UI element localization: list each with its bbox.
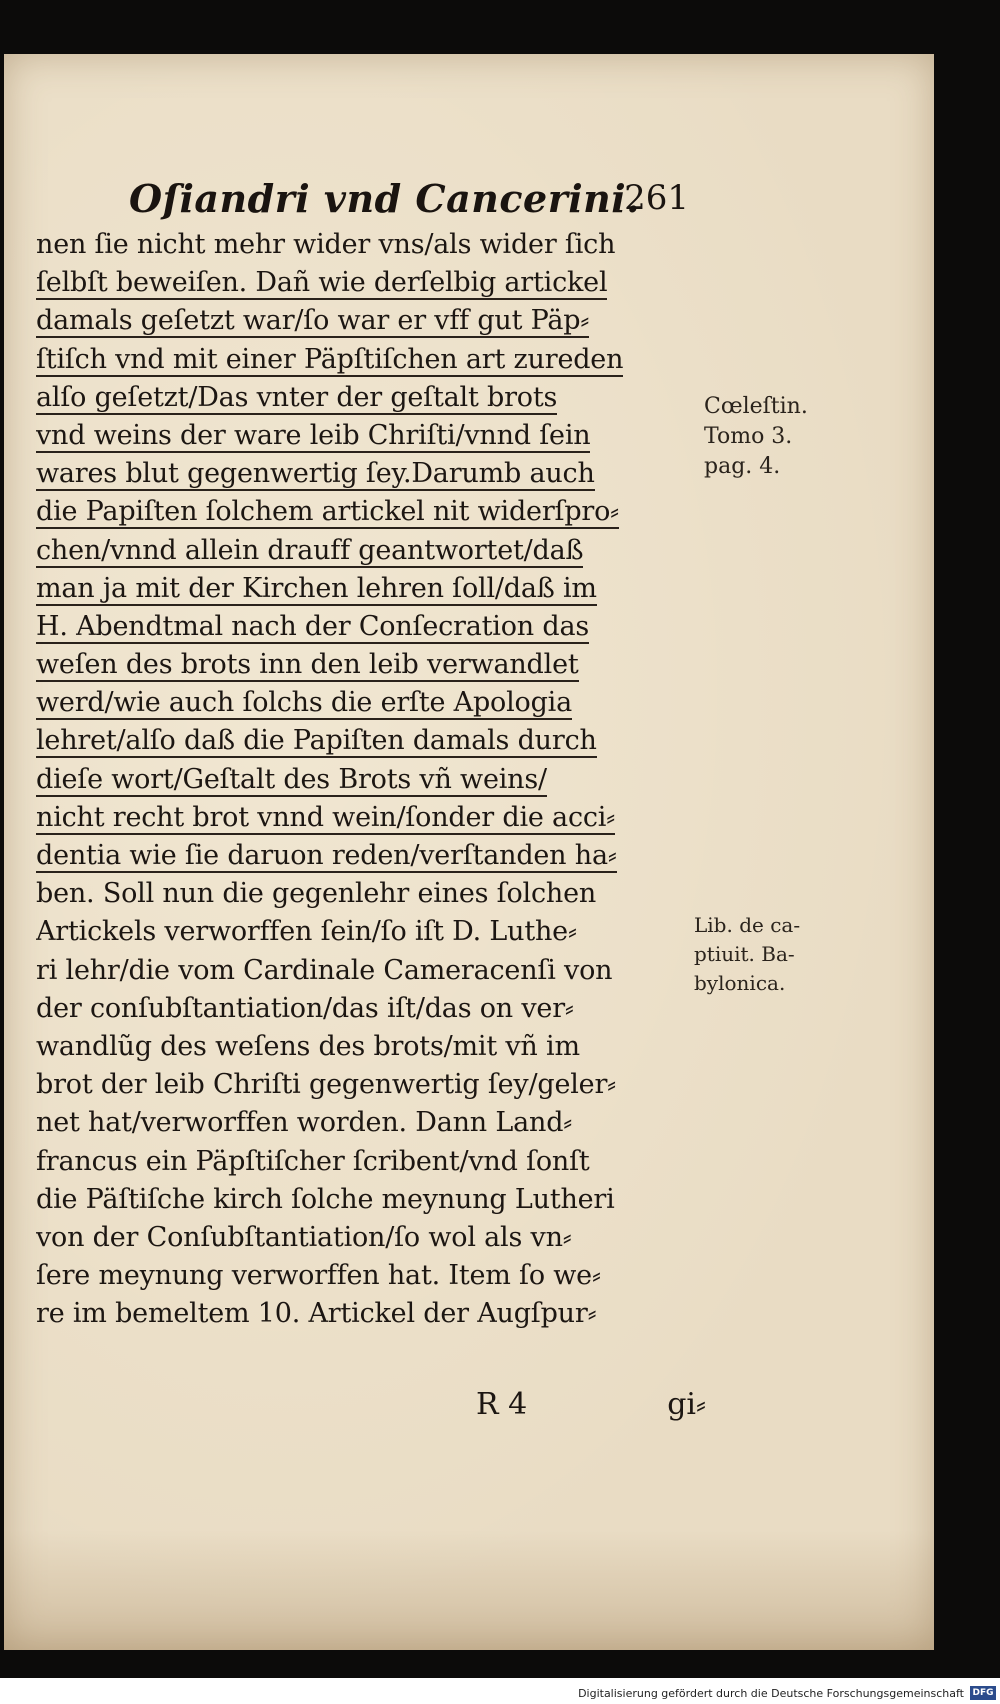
text-line-content: Artickels verworffen ſein/ſo iſt D. Luthe⸗ [36, 916, 577, 948]
text-line [36, 608, 716, 646]
text-line [36, 1295, 716, 1333]
text-line-content: brot der leib Chriſti gegenwertig ſey/geler⸗ [36, 1069, 616, 1101]
text-line [36, 913, 716, 951]
margin-note-babylonica [694, 911, 800, 998]
text-line [36, 990, 716, 1028]
text-line-content: ben. Soll nun die gegenlehr eines ſolchen [36, 878, 597, 910]
text-line-content: wares blut gegenwertig ſey.Darumb auch [36, 458, 595, 490]
margin-note-line: bylonica. [694, 971, 786, 995]
text-line-content: nicht recht brot vnnd wein/ſonder die acci⸗ [36, 801, 616, 833]
running-head: Oſiandri vnd Cancerini. [129, 176, 640, 221]
text-line [36, 1028, 716, 1066]
text-line-content: damals geſetzt war/ſo war er vff gut Päp⸗ [36, 305, 590, 337]
text-line [36, 875, 716, 913]
book-page [4, 54, 934, 1650]
text-line [36, 570, 716, 608]
page-header [129, 176, 689, 226]
catchline [476, 1387, 706, 1427]
text-line [36, 1219, 716, 1257]
text-line [36, 455, 716, 493]
text-line [36, 341, 716, 379]
text-line [36, 646, 716, 684]
text-line-content: von der Conſubſtantiation/ſo wol als vn⸗ [36, 1221, 572, 1253]
text-line-content: H. Abendtmal nach der Conſecration das [36, 610, 589, 642]
text-line [36, 379, 716, 417]
text-line [36, 264, 716, 302]
dfg-logo: DFG [970, 1686, 996, 1700]
text-line-content: ſelbſt beweiſen. Dañ wie derſelbig artickel [36, 267, 608, 299]
text-line-content: vnd weins der ware leib Chriſti/vnnd ſein [36, 419, 591, 451]
text-line [36, 1181, 716, 1219]
text-line-content: weſen des brots inn den leib verwandlet [36, 649, 579, 681]
text-line-content: ri lehr/die vom Cardinale Cameracenſi von [36, 954, 613, 986]
text-line-content: dieſe wort/Geſtalt des Brots vñ weins/ [36, 763, 547, 795]
text-line [36, 952, 716, 990]
text-line-content: chen/vnnd allein drauff geantwortet/daß [36, 534, 584, 566]
margin-note-line: ptiuit. Ba- [694, 942, 795, 966]
catchword: gi⸗ [667, 1387, 706, 1422]
margin-note-line: Tomo 3. [704, 424, 793, 449]
margin-note-line: pag. 4. [704, 454, 781, 479]
signature-mark: R 4 [476, 1387, 528, 1422]
margin-note-coelestin [704, 392, 808, 482]
text-line [36, 1104, 716, 1142]
body-text [36, 226, 716, 1333]
text-line [36, 722, 716, 760]
text-line [36, 1257, 716, 1295]
margin-note-line: Lib. de ca- [694, 913, 801, 937]
text-line [36, 1066, 716, 1104]
text-line [36, 761, 716, 799]
text-line-content: ſtiſch vnd mit einer Päpſtiſchen art zureden [36, 343, 624, 375]
text-line-content: alſo geſetzt/Das vnter der geſtalt brots [36, 381, 558, 413]
text-line [36, 417, 716, 455]
text-line-content: ſere meynung verworffen hat. Item ſo we⸗ [36, 1260, 601, 1292]
text-line-content: man ja mit der Kirchen lehren ſoll/daß im [36, 572, 597, 604]
text-line-content: die Papiſten ſolchem artickel nit widerſpro⸗ [36, 496, 619, 528]
digitization-credit: Digitalisierung gefördert durch die Deutsche Forschungsgemeinschaft [578, 1687, 964, 1700]
text-line-content: re im bemeltem 10. Artickel der Augſpur⸗ [36, 1298, 597, 1330]
text-line [36, 799, 716, 837]
text-line-content: net hat/verworffen worden. Dann Land⸗ [36, 1107, 573, 1139]
margin-note-line: Cœleſtin. [704, 394, 808, 419]
text-line-content: dentia wie ſie daruon reden/verſtanden ha⸗ [36, 840, 617, 871]
text-line-content: nen ſie nicht mehr wider vns/als wider ſich [36, 229, 616, 260]
text-line [36, 226, 716, 264]
text-line [36, 532, 716, 570]
text-line-content: francus ein Päpſtiſcher ſcribent/vnd ſonſt [36, 1145, 590, 1177]
text-line [36, 837, 716, 875]
text-line-content: die Päſtiſche kirch ſolche meynung Lutheri [36, 1183, 615, 1215]
page-number: 261 [624, 178, 689, 218]
text-line-content: werd/wie auch ſolchs die erſte Apologia [36, 687, 573, 719]
text-line [36, 493, 716, 531]
text-line-content: wandlũg des weſens des brots/mit vñ im [36, 1030, 580, 1062]
text-line [36, 1143, 716, 1181]
text-line [36, 684, 716, 722]
text-line-content: lehret/alſo daß die Papiſten damals durch [36, 725, 597, 757]
text-line-content: der conſubſtantiation/das iſt/das on ver⸗ [36, 992, 574, 1024]
footer-bar [0, 1678, 1000, 1704]
text-line [36, 302, 716, 340]
